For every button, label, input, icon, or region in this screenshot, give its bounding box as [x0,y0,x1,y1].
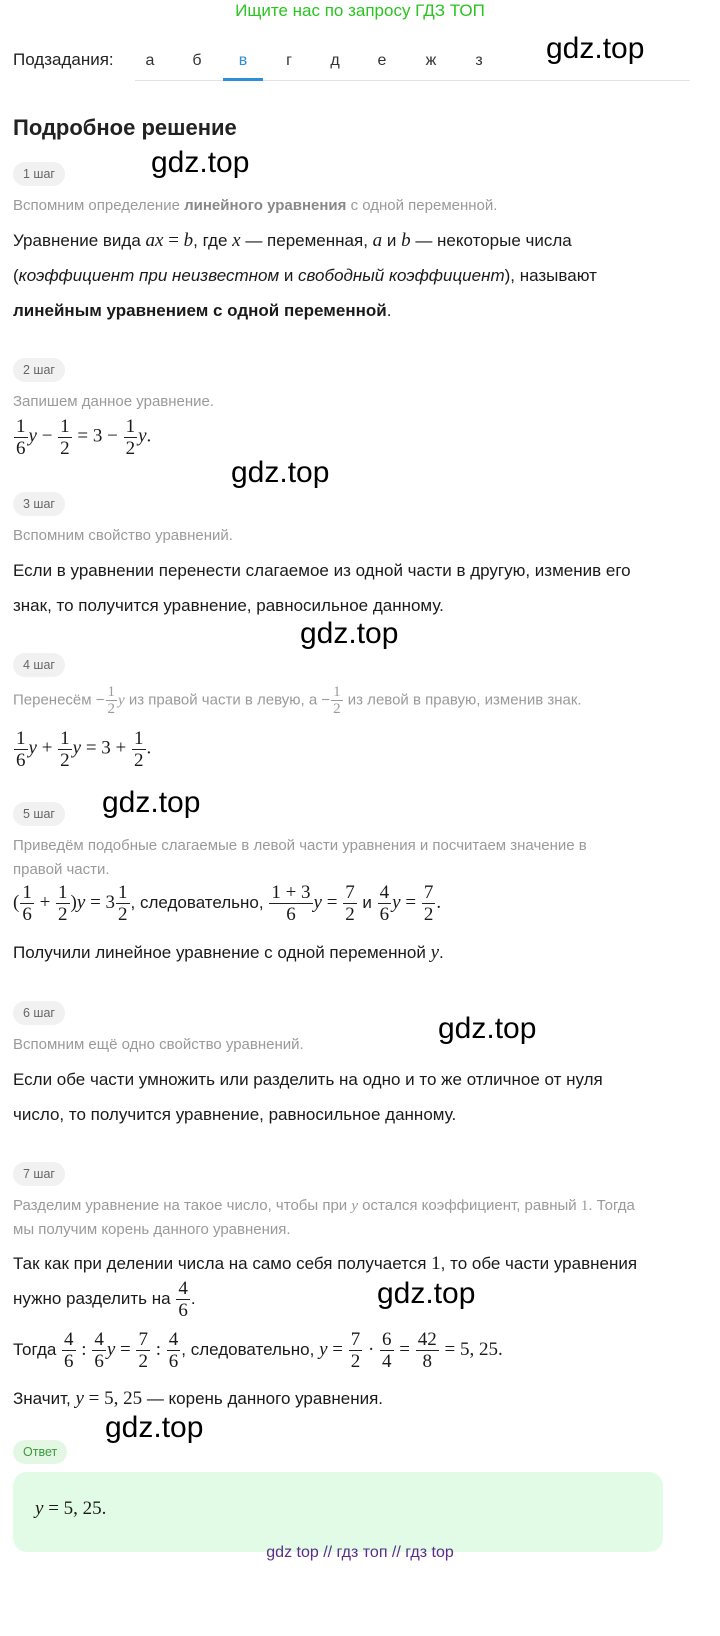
step-badge: 2 шаг [13,358,65,382]
watermark: gdz.top [300,617,399,650]
step-badge: 7 шаг [13,1162,65,1186]
step-hint: Разделим уравнение на такое число, чтобы при y остался коэффициент, равный 1. Тогда мы получим корень данного уравнения. [13,1197,635,1238]
page-title: Подробное решение [13,115,237,140]
equation: ( $\frac{1}{6}$ + $\frac{1}{2}$ )y = 3 $\frac{1}{2}$ , следовательно, $\frac{1 + 3}{6}$ y = $\frac{7}{2}$ и $\frac{4}{6}$ y = $\frac{7}{2}$ . [13,882,442,925]
step-hint: Вспомним определение линейного уравнения с одной переменной. [13,197,498,214]
subtasks-label: Подзадания: [13,50,114,69]
step-hint: Приведём подобные слагаемые в левой части уравнения и посчитаем значение в правой части. [13,837,587,878]
step-text: нужно разделить на $\frac{4}{6}$ . [13,1278,196,1321]
tab-zh[interactable]: ж [425,52,437,69]
tab-a[interactable]: а [145,52,155,69]
step-badge: 5 шаг [13,802,65,826]
step-text: Если обе части умножить или разделить на одно и то же отличное от нуля число, то получится уравнение, равносильное данному. [13,1070,603,1124]
tab-d[interactable]: д [330,52,340,69]
watermark: gdz.top [438,1012,537,1045]
promo-banner: Ищите нас по запросу ГДЗ ТОП [235,1,485,20]
watermark: gdz.top [231,456,330,489]
watermark: gdz.top [105,1411,204,1444]
answer-value: y = 5, 25. [35,1498,107,1519]
step-hint: Вспомним ещё одно свойство уравнений. [13,1036,304,1053]
step-hint: Вспомним свойство уравнений. [13,527,233,544]
tab-e[interactable]: е [377,52,387,69]
watermark: gdz.top [102,786,201,819]
tab-b[interactable]: б [192,52,202,69]
step-hint: Перенесём − $\frac{1}{2}$ y из правой части в левую, а − $\frac{1}{2}$ из левой в правую, изменив знак. [13,684,582,717]
equation: $\frac{1}{6}$ y − $\frac{1}{2}$ = 3 − $\frac{1}{2}$ y. [16,416,152,459]
watermark: gdz.top [377,1277,476,1310]
tab-z[interactable]: з [475,52,483,69]
equation: $\frac{1}{6}$ y + $\frac{1}{2}$ y = 3 + $\frac{1}{2}$ . [16,728,152,771]
step-badge: 6 шаг [13,1001,65,1025]
step-hint: Запишем данное уравнение. [13,393,215,410]
watermark: gdz.top [546,32,645,65]
footer-links: gdz top // гдз топ // гдз top [266,1544,454,1561]
equation: Тогда $\frac{4}{6}$ : $\frac{4}{6}$ y = $\frac{7}{2}$ : $\frac{4}{6}$ , следовательно, y = $\frac{7}{2}$ · $\frac{6}{4}$ = $\frac{42}{8}$ = 5, 25. [13,1329,503,1372]
step-badge: 4 шаг [13,653,65,677]
step-badge: 3 шаг [13,492,65,516]
answer-badge: Ответ [13,1440,67,1464]
step-badge: 1 шаг [13,162,65,186]
tab-g[interactable]: г [286,52,292,69]
step-text: Если в уравнении перенести слагаемое из одной части в другую, изменив его знак, то получится уравнение, равносильное данному. [13,561,631,615]
step-text: Так как при делении числа на само себя получается 1, то обе части уравнения [13,1253,638,1274]
step-text: Уравнение вида ax = b, где x — переменная, a и b — некоторые числа (коэффициент при неизвестном и свободный коэффициент), называют линейным уравнением с одной переменной. [13,230,597,320]
step-text: Получили линейное уравнение с одной переменной y. [13,942,444,963]
watermark: gdz.top [151,146,250,179]
step-text: Значит, y = 5, 25 — корень данного уравнения. [13,1388,384,1409]
tab-v[interactable]: в [223,50,263,80]
